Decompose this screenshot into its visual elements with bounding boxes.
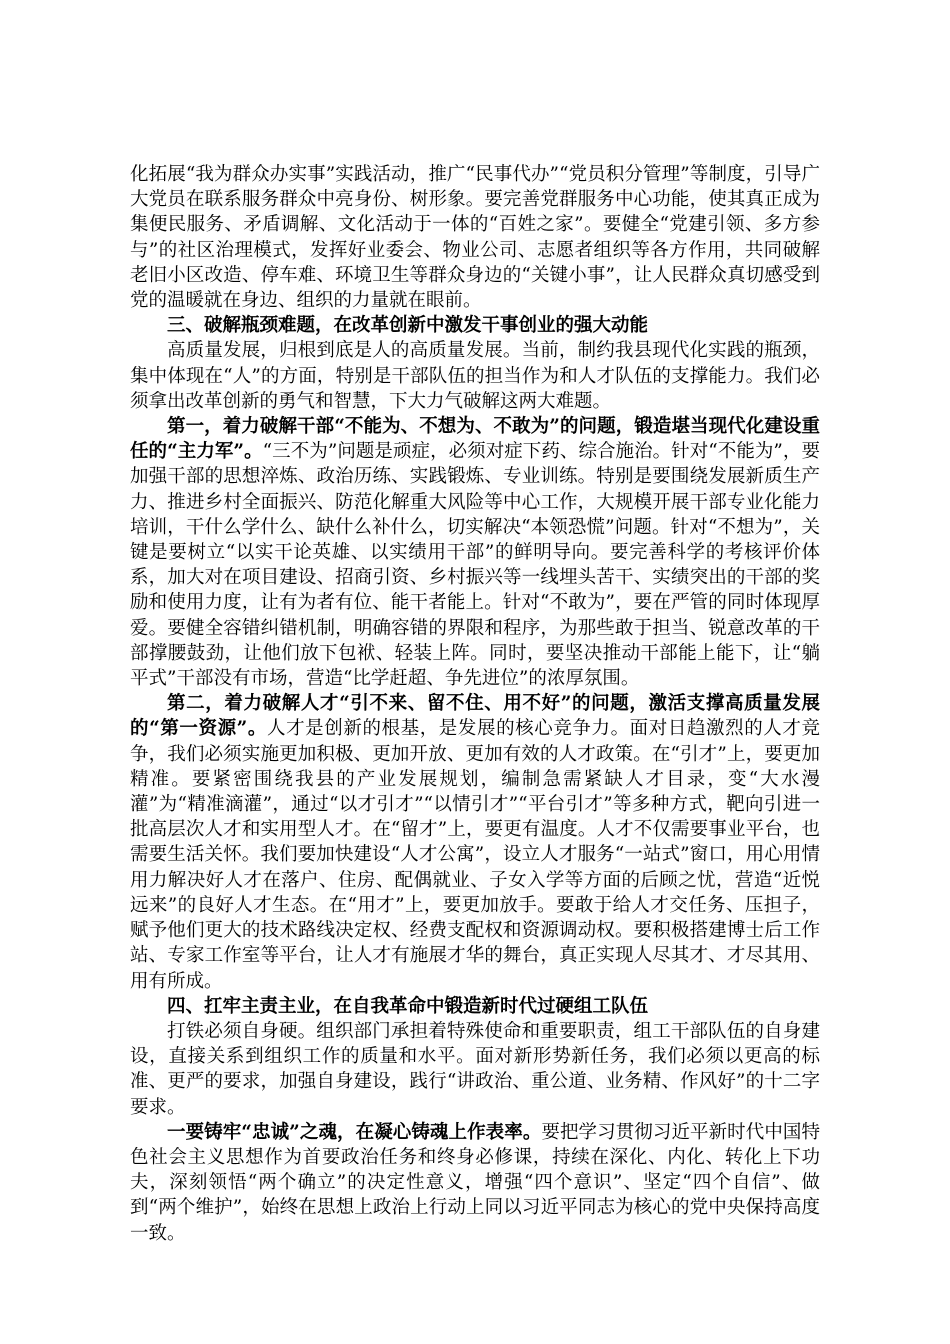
body-paragraph: 打铁必须自身硬。组织部门承担着特殊使命和重要职责，组工干部队伍的自身建设，直接关系到组织工作的质量和水平。面对新形势新任务，我们必须以更高的标准、更严的要求，加强自身建设，践行“讲政治、重公道、业务精、作风好”的十二字要求。 (130, 1020, 820, 1118)
section-heading-three: 三、破解瓶颈难题，在改革创新中激发干事创业的强大动能 (167, 315, 649, 337)
paragraph-lead: 一要铸牢“忠诚”之魂，在凝心铸魂上作表率。 (167, 1121, 542, 1143)
body-paragraph: 化拓展“我为群众办实事”实践活动，推广“民事代办”“党员积分管理”等制度，引导广大党员在联系服务群众中亮身份、树形象。要完善党群服务中心功能，使其真正成为集便民服务、矛盾调解、文化活动于一体的“百姓之家”。要健全“党建引领、多方参与”的社区治理模式，发挥好业委会、物业公司、志愿者组织等各方作用，共同破解老旧小区改造、停车难、环境卫生等群众身边的“关键小事”，让人民群众真切感受到党的温暖就在身边、组织的力量就在眼前。 (130, 164, 820, 312)
body-paragraph: 高质量发展，归根到底是人的高质量发展。当前，制约我县现代化实践的瓶颈，集中体现在“人”的方面，特别是干部队伍的担当作为和人才队伍的支撑能力。我们必须拿出改革创新的勇气和智慧，下大力气破解这两大难题。 (130, 340, 820, 412)
paragraph-body: “三不为”问题是顽症，必须对症下药、综合施治。针对“不能为”，要加强干部的思想淬炼、政治历练、实践锻炼、专业训练。特别是要围绕发展新质生产力、推进乡村全面振兴、防范化解重大风险等中心工作，大规模开展干部专业化能力培训，干什么学什么、缺什么补什么，切实解决“本领恐慌”问题。针对“不想为”，关键是要树立“以实干论英雄、以实绩用干部”的鲜明导向。要完善科学的考核评价体系，加大对在项目建设、招商引资、乡村振兴等一线埋头苦干、实绩突出的干部的奖励和使用力度，让有为者有位、能干者能上。针对“不敢为”，要在严管的同时体现厚爱。要健全容错纠错机制，明确容错的界限和程序，为那些敢于担当、锐意改革的干部撑腰鼓劲，让他们放下包袱、轻装上阵。同时，要坚决推动干部能上能下，让“躺平式”干部没有市场，营造“比学赶超、争先进位”的浓厚氛围。 (130, 441, 820, 690)
body-paragraph (130, 691, 820, 993)
paragraph-body: 人才是创新的根基，是发展的核心竞争力。面对日趋激烈的人才竞争，我们必须实施更加积极、更加开放、更加有效的人才政策。在“引才”上，要更加精准。要紧密围绕我县的产业发展规划，编制急需紧缺人才目录，变“大水漫灌”为“精准滴灌”，通过“以才引才”“以情引才”“平台引才”等多种方式，靶向引进一批高层次人才和实用型人才。在“留才”上，要更有温度。人才不仅需要事业平台，也需要生活关怀。我们要加快建设“人才公寓”，设立人才服务“一站式”窗口，用心用情用力解决好人才在落户、住房、配偶就业、子女入学等方面的后顾之忧，营造“近悦远来”的良好人才生态。在“用才”上，要更加放手。要敢于给人才交任务、压担子，赋予他们更大的技术路线决定权、经费支配权和资源调动权。要积极搭建博士后工作站、专家工作室等平台，让人才有施展才华的舞台，真正实现人尽其才、才尽其用、用有所成。 (130, 718, 820, 992)
body-paragraph (130, 414, 820, 691)
section-heading-four: 四、扛牢主责主业，在自我革命中锻造新时代过硬组工队伍 (167, 995, 649, 1017)
body-paragraph (130, 1120, 820, 1246)
document-page (130, 162, 820, 1246)
paragraph-lead: 第一，着力破解干部“不能为、不想为、不敢为”的问题，锻造堪当现代化建设重任的“主力军”。 (130, 416, 820, 463)
paragraph-lead: 第二，着力破解人才“引不来、留不住、用不好”的问题，激活支撑高质量发展的“第一资源”。 (130, 693, 820, 740)
paragraph-body: 要把学习贯彻习近平新时代中国特色社会主义思想作为首要政治任务和终身必修课，持续在深化、内化、转化上下功夫，深刻领悟“两个确立”的决定性意义，增强“四个意识”、坚定“四个自信”、做到“两个维护”，始终在思想上政治上行动上同以习近平同志为核心的党中央保持高度一致。 (130, 1121, 820, 1244)
